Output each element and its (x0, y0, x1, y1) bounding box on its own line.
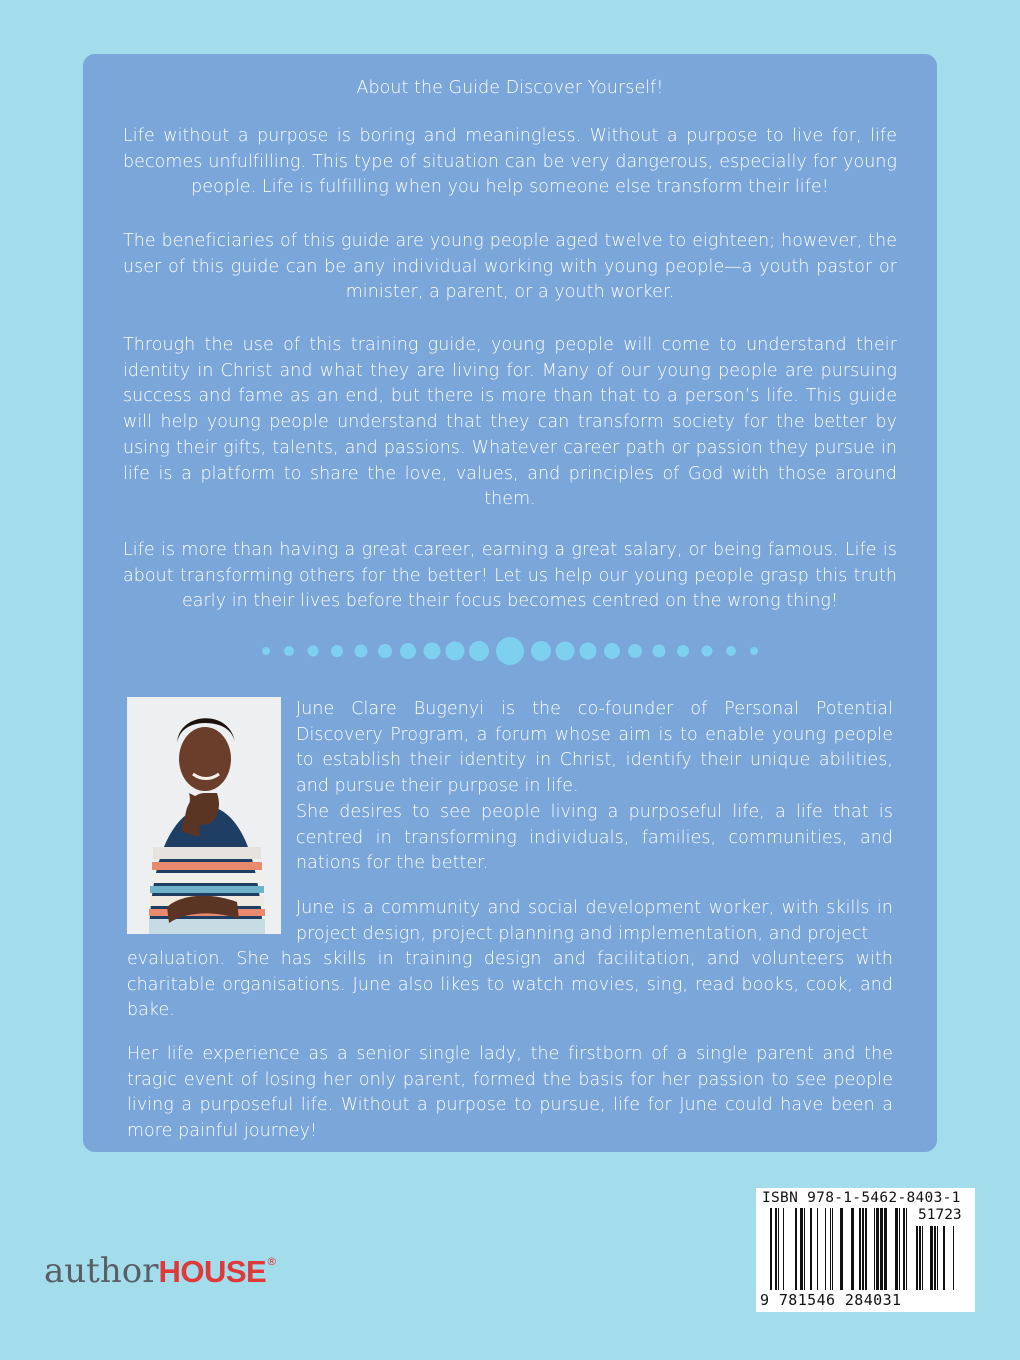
logo-registered-mark: ® (266, 1255, 278, 1268)
barcode-bar (832, 1208, 833, 1290)
barcode-bar (876, 1208, 879, 1290)
barcode-bar (916, 1226, 918, 1290)
barcode-bar (778, 1208, 779, 1290)
barcode-bar (906, 1208, 907, 1290)
barcode-bar (865, 1208, 867, 1290)
divider-dot (308, 646, 319, 657)
divider-dot (284, 646, 294, 656)
logo-house-text: HOUSE (158, 1254, 267, 1289)
barcode-bar (783, 1208, 784, 1290)
about-paragraph-4: Life is more than having a great career, earning a great salary, or being famous. Life is about transforming others for the better! Let us help our young people grasp this truth early in their lives before their focus becomes centred on the wrong thing! (123, 540, 897, 612)
author-bio-2b: evaluation. She has skills in training design and facilitation, and volunteers with charitable organisations. June also likes to watch movies, sing, read books, cook, and bake. (127, 949, 893, 1021)
isbn-label: ISBN 978-1-5462-8403-1 (762, 1190, 961, 1206)
barcode-bar (859, 1208, 861, 1290)
isbn-barcode (756, 1188, 975, 1312)
price-code: 51723 (918, 1207, 962, 1223)
barcode-bar (922, 1226, 923, 1290)
dot-divider (83, 636, 937, 666)
divider-dot (726, 646, 736, 656)
barcode-bar (770, 1208, 772, 1290)
divider-dot (750, 647, 758, 655)
barcode-bar (874, 1208, 875, 1290)
divider-dot (446, 642, 465, 661)
about-paragraph-3: Through the use of this training guide, young people will come to understand their identity in Christ and what they are living for. Many of our young people are pursuing success and fame as an end, but there is more than that to a person’s life. This guide will help young people understand that they can transform society for the better by using their gifts, talents, and passions. Whatever career path or passion they pursue in life is a platform to share the love, values, and principles of God with those around them. (123, 335, 897, 510)
back-cover-panel (83, 54, 937, 1152)
author-bio-1 (296, 697, 893, 877)
barcode-bar (800, 1208, 803, 1290)
barcode-bar (937, 1226, 938, 1290)
divider-dot (400, 643, 416, 659)
divider-dot (262, 647, 270, 655)
divider-dot (424, 643, 441, 660)
author-bio-1a: June Clare Bugenyi is the co-founder of Personal Potential Discovery Program, a forum whose aim is to enable young people to establish their identity in Christ, identify their unique abilities, and pursue their purpose in life. (296, 699, 893, 797)
barcode-digits: 9 781546 284031 (760, 1291, 902, 1309)
barcode-bar (903, 1208, 905, 1290)
barcode-bar (830, 1208, 831, 1290)
barcode-bar (810, 1208, 812, 1290)
about-paragraph-1: Life without a purpose is boring and meaningless. Without a purpose to live for, life becomes unfulfilling. This type of situation can be very dangerous, especially for young people. Life is fulfilling when you help someone else transform their life! (123, 126, 897, 198)
divider-dot (556, 642, 575, 661)
author-bio-1b: She desires to see people living a purposeful life, a life that is centred in transforming individuals, families, communities, and nations for the better. (296, 801, 893, 874)
barcode-bar (934, 1226, 936, 1290)
barcode-bar (943, 1226, 945, 1290)
barcode-bar (775, 1208, 777, 1290)
barcode-bar (825, 1208, 826, 1290)
divider-dot (331, 645, 343, 657)
barcode-bar (795, 1208, 797, 1290)
divider-dot (628, 644, 642, 658)
authorhouse-logo (44, 1251, 277, 1301)
barcode-bar (930, 1226, 933, 1290)
barcode-bar (899, 1208, 900, 1290)
about-paragraph-2: The beneficiaries of this guide are young people aged twelve to eighteen; however, the user of this guide can be any individual working with young people—a youth pastor or minister, a parent, or a youth worker. (123, 231, 897, 303)
divider-dot (580, 643, 597, 660)
barcode-bar (804, 1208, 805, 1290)
author-photo (127, 697, 281, 934)
about-title: About the Guide Discover Yourself! (356, 78, 664, 98)
divider-dot (496, 637, 524, 665)
divider-dot (653, 645, 666, 658)
author-bio-3: Her life experience as a senior single lady, the firstborn of a single parent and the tragic event of losing her only parent, formed the basis for her passion to see people living a purposeful life. Without a purpose to pursue, life for June could have been a more painful journey! (127, 1044, 893, 1142)
divider-dot (677, 645, 689, 657)
barcode-bar (919, 1226, 921, 1290)
author-bio-2a: June is a community and social development worker, with skills in project design, project planning and implementation, and project (296, 898, 893, 944)
divider-dot (355, 645, 368, 658)
logo-author-text: author (44, 1251, 159, 1291)
barcode-bar (817, 1208, 818, 1290)
divider-dot (469, 641, 489, 661)
barcode-bar (862, 1208, 864, 1290)
barcode-bar (840, 1208, 843, 1290)
barcode-bar (953, 1226, 954, 1290)
barcode-bar (851, 1208, 854, 1290)
divider-dot (604, 643, 620, 659)
divider-dot (702, 646, 713, 657)
divider-dot (378, 644, 392, 658)
barcode-bar (884, 1208, 887, 1290)
divider-dot (531, 641, 551, 661)
barcode-bar (880, 1208, 883, 1290)
barcode-bar (895, 1208, 898, 1290)
